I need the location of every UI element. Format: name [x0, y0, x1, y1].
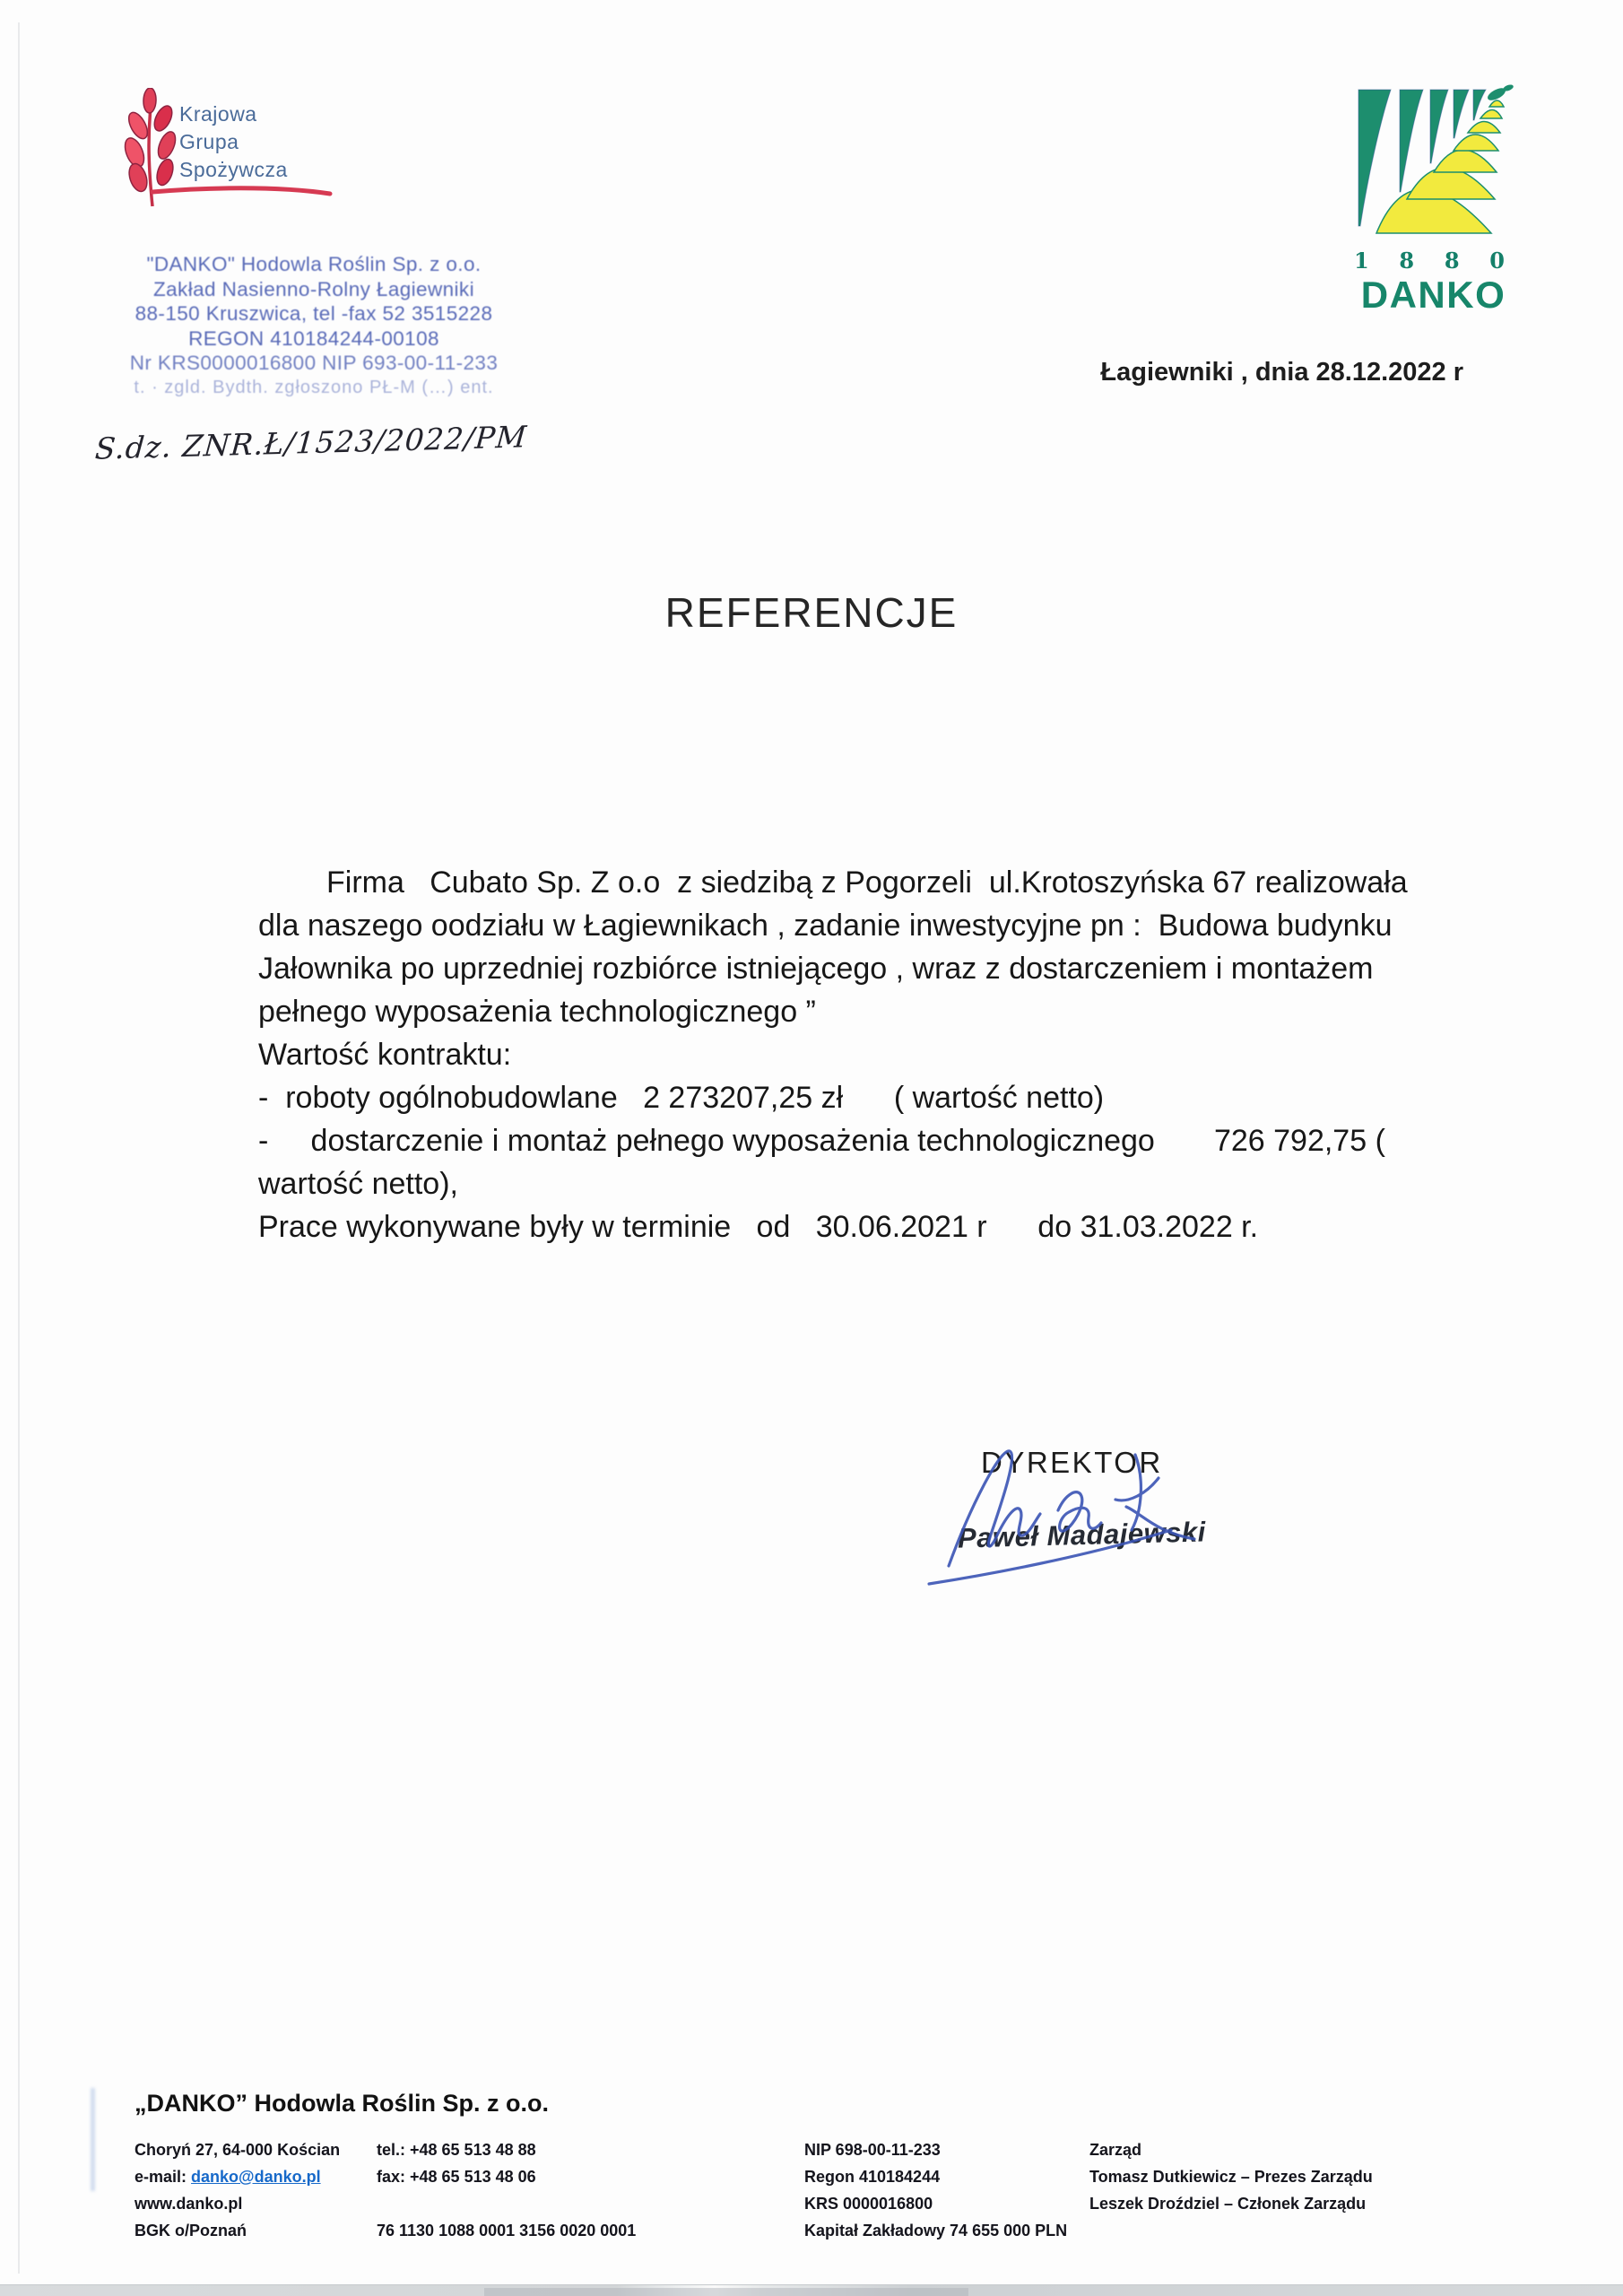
danko-logo [1352, 83, 1518, 317]
company-stamp [90, 252, 538, 400]
place-and-date-line: Łagiewniki , dnia 28.12.2022 r [1100, 358, 1463, 387]
stamp-line-2: Zakład Nasienno-Rolny Łagiewniki [153, 277, 474, 300]
signatory-name: Paweł Madajewski [957, 1516, 1207, 1554]
body-paragraph [258, 861, 1532, 1248]
footer-email-row [135, 2163, 340, 2190]
footer-nip: NIP 698-00-11-233 [804, 2141, 941, 2159]
kgs-underline-stroke [151, 185, 335, 201]
body-line: pełnego wyposażenia technologicznego ” [258, 995, 816, 1029]
director-title: DYREKTOR [981, 1446, 1163, 1479]
kgs-logo-line-2: Grupa [179, 130, 239, 153]
kgs-logo-line-3: Spożywcza [179, 158, 288, 181]
body-line: Jałownika po uprzedniej rozbiórce istniejącego , wraz z dostarczeniem i montażem [258, 952, 1374, 986]
body-line: dla naszego oodziału w Łagiewnikach , zadanie inwestycyjne pn : Budowa budynku [258, 909, 1393, 943]
body-line: Firma Cubato Sp. Z o.o z siedzibą z Pogorzeli ul.Krotoszyńska 67 realizowała [326, 865, 1408, 900]
footer-tel: tel.: +48 65 513 48 88 [377, 2141, 536, 2159]
footer-regon: Regon 410184244 [804, 2168, 941, 2186]
body-line: wartość netto), [258, 1167, 458, 1201]
footer-email-link[interactable]: danko@danko.pl [191, 2168, 321, 2186]
footer-col-board [1089, 2136, 1373, 2217]
footer-krs: KRS 0000016800 [804, 2195, 933, 2213]
kgs-logo-text [179, 100, 288, 184]
footer-website: www.danko.pl [135, 2195, 243, 2213]
footer-board-member-2: Leszek Droździel – Członek Zarządu [1089, 2195, 1367, 2213]
footer-address: Choryń 27, 64-000 Kościan [135, 2141, 341, 2159]
document-title: REFERENCJE [664, 589, 959, 636]
footer-fax: fax: +48 65 513 48 06 [377, 2168, 536, 2186]
footer-col-registry [804, 2136, 1067, 2244]
body-line: - roboty ogólnobudowlane 2 273207,25 zł ( wartość netto) [258, 1081, 1105, 1115]
stamp-line-4: REGON 410184244-00108 [188, 326, 439, 350]
danko-year-digit: 8 [1399, 248, 1415, 274]
body-line: Prace wykonywane były w terminie od 30.06.2021 r do 31.03.2022 r. [258, 1210, 1259, 1244]
footer-col-contact [377, 2136, 636, 2244]
footer-col-address [135, 2136, 340, 2244]
stamp-line-6: t. · zgld. Bydth. zgłoszono PŁ-M (…) ent. [134, 377, 494, 397]
body-line: Wartość kontraktu: [258, 1038, 512, 1072]
danko-year-digit: 1 [1354, 248, 1369, 274]
footer-bank-branch: BGK o/Poznań [135, 2222, 247, 2239]
danko-fern-icon [1355, 83, 1516, 239]
footer-capital: Kapitał Zakładowy 74 655 000 PLN [804, 2222, 1068, 2239]
danko-founding-year [1354, 248, 1505, 274]
footer-board-member-1: Tomasz Dutkiewicz – Prezes Zarządu [1089, 2168, 1373, 2186]
scan-bottom-shadow-dark [484, 2288, 968, 2296]
reference-number-handwritten: S.dz. ZNR.Ł/1523/2022/PM [93, 419, 529, 466]
danko-wordmark: DANKO [1360, 274, 1506, 316]
body-line: - dostarczenie i montaż pełnego wyposażenia technologicznego 726 792,75 ( [258, 1124, 1385, 1158]
footer-company-name: „DANKO” Hodowla Roślin Sp. z o.o. [135, 2090, 549, 2117]
signature-scribble-icon [924, 1424, 1219, 1604]
kgs-logo-line-1: Krajowa [179, 102, 257, 126]
footer-board-header: Zarząd [1089, 2141, 1142, 2159]
footer-bank-account: 76 1130 1088 0001 3156 0020 0001 [377, 2222, 637, 2239]
scan-edge-line [18, 22, 20, 2274]
danko-year-digit: 8 [1444, 248, 1460, 274]
danko-year-digit: 0 [1489, 248, 1505, 274]
stamp-line-5: Nr KRS0000016800 NIP 693-00-11-233 [129, 352, 499, 374]
footer-email-label: e-mail: [135, 2168, 192, 2186]
scan-blue-streak [91, 2088, 95, 2191]
stamp-line-1: "DANKO" Hodowla Roślin Sp. z o.o. [146, 253, 482, 275]
stamp-line-3: 88-150 Kruszwica, tel -fax 52 3515228 [135, 302, 493, 325]
